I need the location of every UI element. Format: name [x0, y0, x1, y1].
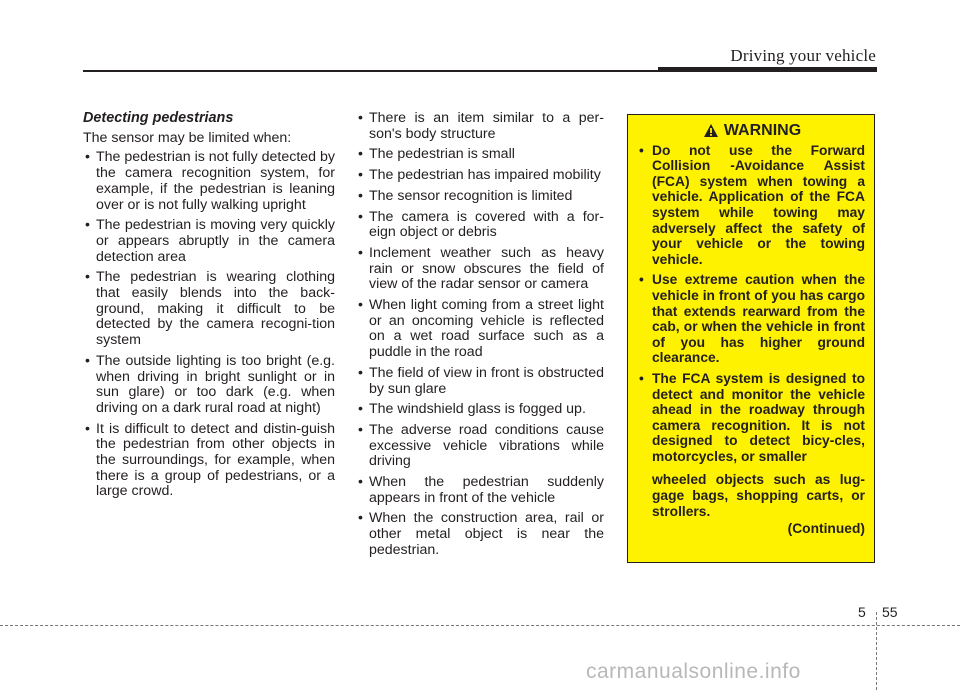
- page-number: 55: [882, 604, 898, 620]
- warning-heading: [639, 123, 865, 139]
- intro-text: The sensor may be limited when:: [83, 129, 292, 146]
- warning-continuation: wheeled objects such as lug-gage bags, shopping carts, or strollers.: [652, 472, 865, 519]
- list-item: • The sensor recognition is limited: [356, 189, 604, 205]
- footer-rule: [0, 625, 960, 626]
- list-item: • The pedestrian is moving very quickly or appears abruptly in the camera detection area: [83, 218, 335, 265]
- list-item: • The pedestrian is not fully detected by the camera recognition system, for example, if the pedestrian is leaning over or is not fully walking upright: [83, 150, 335, 213]
- list-item: • The field of view in front is obstructed by sun glare: [356, 366, 604, 397]
- left-column: [83, 111, 335, 505]
- middle-bullet-list: [356, 111, 604, 559]
- list-item: • Do not use the Forward Collision -Avoidance Assist (FCA) system when towing a vehicle. Application of the FCA system while towing may adversely affect the safety of your vehicle or the towing vehicle.: [639, 143, 865, 268]
- middle-column: [356, 111, 604, 564]
- page-section-number: 5: [858, 604, 866, 620]
- warning-title: WARNING: [723, 122, 802, 139]
- warning-box: [627, 114, 875, 563]
- list-item: • The pedestrian is wearing clothing that easily blends into the back-ground, making it difficult to be detected by the camera recogni-tion system: [83, 270, 335, 349]
- footer-divider: [876, 612, 877, 690]
- list-item: • The FCA system is designed to detect and monitor the vehicle ahead in the roadway through camera recognition. It is not designed to detect bicy-cles, motorcycles, or smaller: [639, 371, 865, 465]
- list-item: • When light coming from a street light or an oncoming vehicle is reflected on a wet road surface such as a puddle in the road: [356, 298, 604, 361]
- list-item: • The pedestrian is small: [356, 147, 604, 163]
- list-item: • The adverse road conditions cause excessive vehicle vibrations while driving: [356, 423, 604, 470]
- list-item: • When the construction area, rail or other metal object is near the pedestrian.: [356, 511, 604, 558]
- list-item: • The windshield glass is fogged up.: [356, 402, 604, 418]
- list-item: • Use extreme caution when the vehicle in front of you has cargo that extends rearward from the cab, or when the vehicle in front of you has higher ground clearance.: [639, 272, 865, 366]
- watermark: carmanualsonline.info: [586, 660, 801, 683]
- left-bullet-list: [83, 150, 335, 500]
- list-item: • It is difficult to detect and distin-guish the pedestrian from other objects in the surroundings, for example, when there is a group of pedestrians, or a large crowd.: [83, 422, 335, 501]
- continued-label: (Continued): [787, 521, 865, 537]
- list-item: • The outside lighting is too bright (e.g. when driving in bright sunlight or in sun glare) or too dark (e.g. when driving on a dark rural road at night): [83, 354, 335, 417]
- list-item: • The pedestrian has impaired mobility: [356, 168, 604, 184]
- warning-triangle-icon: [703, 123, 719, 138]
- list-item: • When the pedestrian suddenly appears in front of the vehicle: [356, 475, 604, 506]
- list-item: • The camera is covered with a for-eign object or debris: [356, 210, 604, 241]
- header-rule-accent: [658, 67, 877, 72]
- page-header-title: Driving your vehicle: [730, 46, 876, 65]
- warning-list: [639, 143, 865, 465]
- list-item: • Inclement weather such as heavy rain or snow obscures the field of view of the radar sensor or camera: [356, 246, 604, 293]
- list-item: • There is an item similar to a per-son's body structure: [356, 111, 604, 142]
- section-heading: Detecting pedestrians: [83, 110, 234, 126]
